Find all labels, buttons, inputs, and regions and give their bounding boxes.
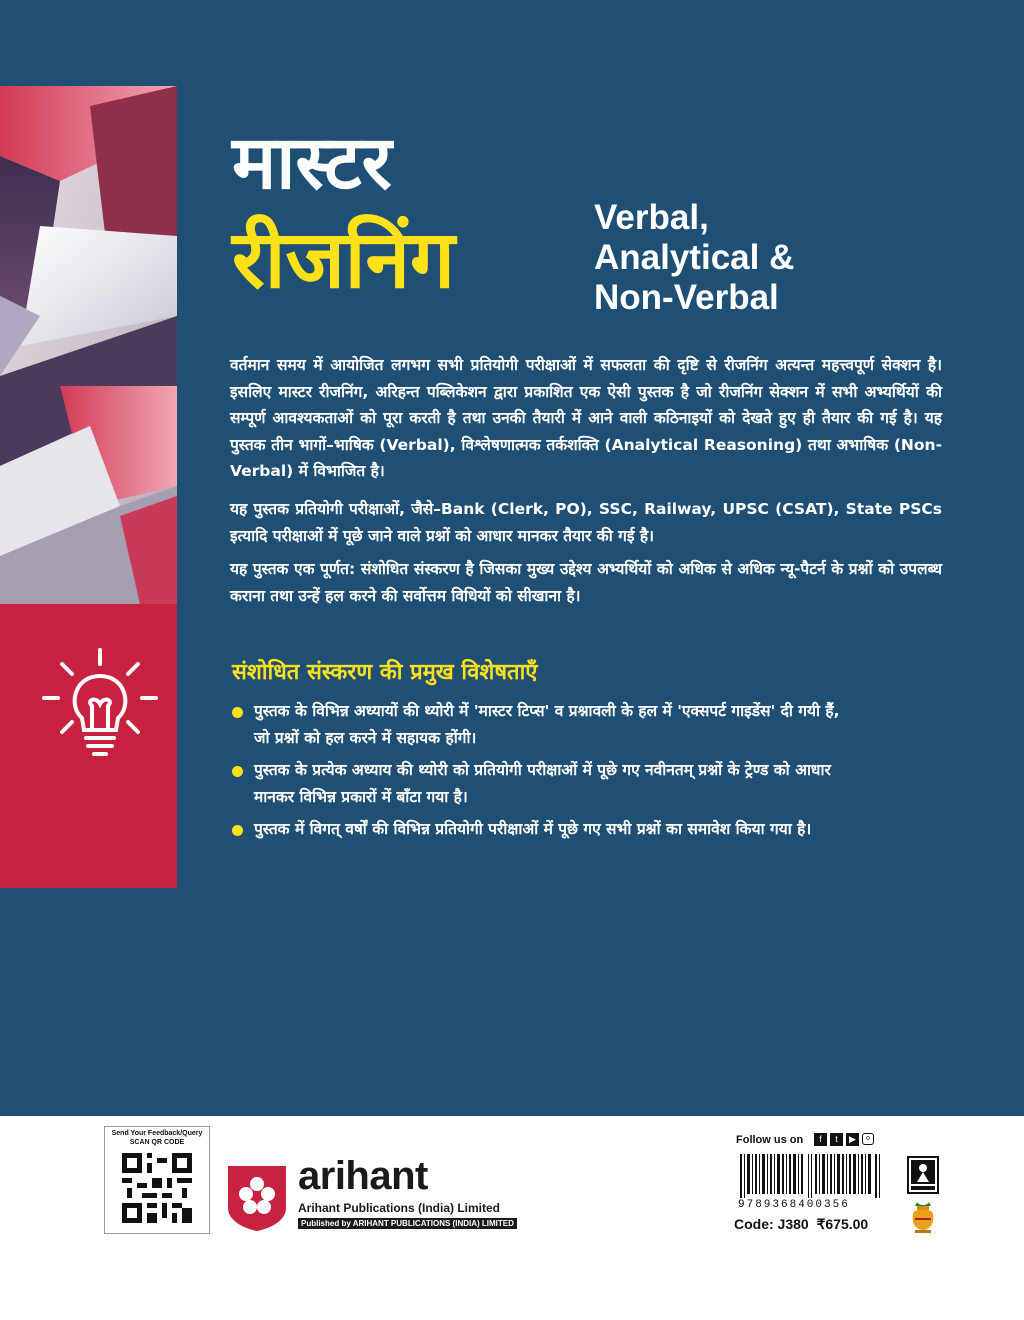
brand-company: Arihant Publications (India) Limited [298,1201,501,1215]
subtitle [594,198,794,318]
instagram-icon[interactable]: o [862,1133,874,1145]
description-paragraph-2: यह पुस्तक प्रतियोगी परीक्षाओं, जैसे–Bank (Clerk, PO), SSC, Railway, UPSC (CSAT), State PSCs इत्यादि परीक्षाओं में पूछे जाने वाले प्रश्नों को आधार मानकर तैयार की गई है। [230,500,942,545]
bullet-dot [232,707,243,718]
follow-label: Follow us on [736,1134,804,1146]
features-heading: संशोधित संस्करण की प्रमुख विशेषताएँ [232,660,538,685]
publisher-mark-icon [907,1156,939,1194]
brand-name: arihant [298,1154,428,1198]
arihant-logo-icon [224,1164,290,1232]
cover-art [0,86,177,604]
qr-feedback-box[interactable] [104,1126,210,1234]
feature-text: पुस्तक के प्रत्येक अध्याय की थ्योरी को प्रतियोगी परीक्षाओं में पूछे गए नवीनतम् प्रश्नों के ट्रेण्ड को आधार मानकर विभिन्न प्रकारों में बाँटा गया है। [254,761,831,806]
title-line-2: रीजनिंग [232,213,455,306]
subtitle-line: Analytical & [594,238,795,277]
description-paragraph-3: यह पुस्तक एक पूर्णत: संशोधित संस्करण है जिसका मुख्य उद्देश्य अभ्यर्थियों को अधिक से अधिक न्यू-पैटर्न के प्रश्नों को उपलब्ध कराना तथा उन्हें हल करने की सर्वोत्तम विधियों को सीखाना है। [230,560,942,605]
barcode [738,1154,888,1198]
bullet-dot [232,825,243,836]
list-item [232,816,852,843]
features-list [232,698,852,848]
qr-instruction: SCAN QR CODE [129,1139,185,1146]
isbn-number: 9789368400356 [738,1199,850,1211]
description-paragraph-1: वर्तमान समय में आयोजित लगभग सभी प्रतियोगी परीक्षाओं में सफलता की दृष्टि से रीजनिंग अत्यन्त महत्त्वपूर्ण सेक्शन है। इसलिए मास्टर रीजनिंग, अरिहन्त पब्लिकेशन द्वारा प्रकाशित एक ऐसी पुस्तक है जो रीजनिंग सेक्शन में सभी अभ्यर्थियों की सम्पूर्ण आवश्यकताओं को पूरा करती है तथा उनकी तैयारी में आने वाली कठिनाइयों को देखते हुए ही तैयार की गई है। यह पुस्तक तीन भागों–भाषिक (Verbal), विश्लेषणात्मक तर्कशक्ति (Analytical Reasoning) तथा अभाषिक (Non-Verbal) में विभाजित है। [230,356,942,480]
lightbulb-icon [40,648,160,758]
facebook-icon[interactable]: f [814,1133,827,1146]
product-code-price [734,1216,868,1233]
qr-caption: Send Your Feedback/Query [111,1130,203,1137]
brand-publisher: Published by ARIHANT PUBLICATIONS (INDIA) LIMITED [298,1218,517,1229]
qr-code-icon [122,1149,192,1227]
kalash-icon [909,1200,937,1234]
subtitle-line: Non-Verbal [594,278,779,317]
cover-art-graphic [0,86,177,604]
product-code: Code: J380 [734,1216,809,1232]
subtitle-line: Verbal, [594,198,709,237]
twitter-icon[interactable]: t [830,1133,843,1146]
feature-text: पुस्तक में विगत् वर्षों की विभिन्न प्रतियोगी परीक्षाओं में पूछे गए सभी प्रश्नों का समावेश किया गया है। [254,820,812,838]
price: ₹675.00 [816,1216,869,1232]
youtube-icon[interactable]: ▶ [846,1133,859,1146]
feature-text: पुस्तक के विभिन्न अध्यायों की थ्योरी में 'मास्टर टिप्स' व प्रश्नावली के हल में 'एक्सपर्ट गाइडेंस' दी गयी हैं, जो प्रश्नों को हल करने में सहायक होंगी। [254,702,840,747]
list-item [232,757,852,811]
title-line-1: मास्टर [232,120,392,206]
list-item [232,698,852,752]
bullet-dot [232,766,243,777]
